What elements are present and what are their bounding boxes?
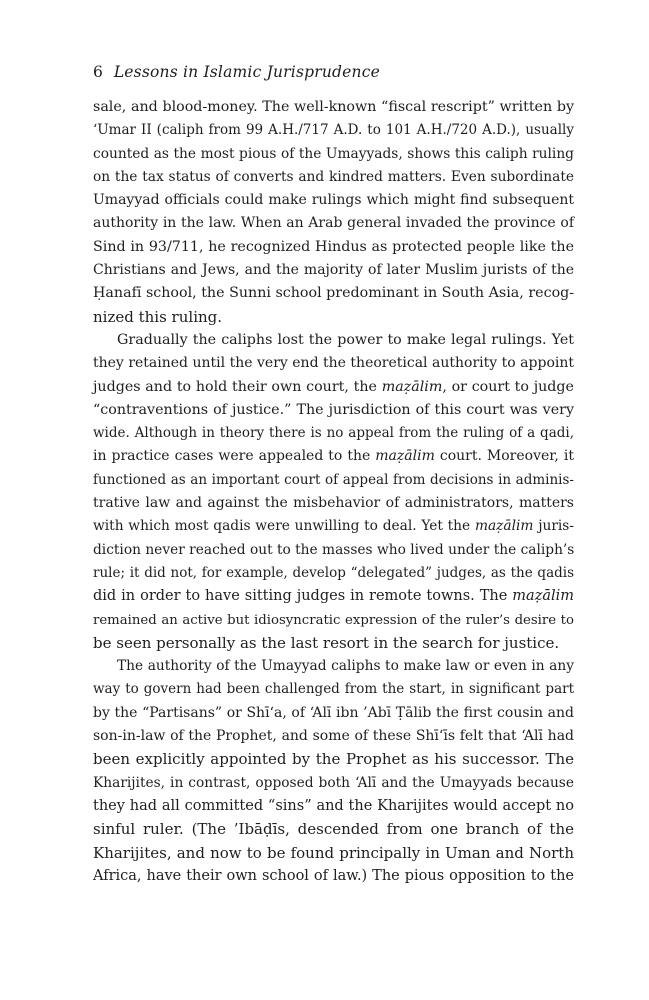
text-line: authority in the law. When an Arab general invaded the province of (93, 215, 574, 232)
text-line: way to govern had been challenged from the start, in significant part (93, 681, 574, 698)
text-line: judges and to hold their own court, the maẓālim, or court to judge (93, 378, 574, 395)
running-head (93, 62, 380, 82)
italic-term: maẓālim (474, 518, 534, 535)
book-title: Lessons in Islamic Jurisprudence (113, 63, 380, 81)
text-line: diction never reached out to the masses who lived under the caliph’s (93, 541, 575, 558)
text-line: Kharijites, in contrast, opposed both ‘Alī and the Umayyads because (93, 774, 574, 791)
text-line: ‘Umar II (caliph from 99 A.H./717 A.D. to 101 A.H./720 A.D.), usually (93, 122, 574, 139)
text-line: they had all committed “sins” and the Kharijites would accept no (93, 797, 574, 814)
italic-term: maẓālim (375, 448, 435, 465)
text-line: in practice cases were appealed to the maẓālim court. Moreover, it (93, 448, 574, 465)
text-line: Kharijites, and now to be found principally in Uman and North (93, 843, 574, 862)
text-line: son-in-law of the Prophet, and some of these Shī‘īs felt that ‘Alī had (93, 728, 574, 745)
text-line: functioned as an important court of appeal from decisions in adminis- (93, 471, 574, 488)
text-line: be seen personally as the last resort in the search for justice. (93, 633, 560, 652)
text-line: on the tax status of converts and kindred matters. Even subordinate (93, 168, 574, 185)
italic-term: maẓālim (512, 588, 574, 605)
text-line: with which most qadis were unwilling to deal. Yet the maẓālim juris- (93, 518, 574, 535)
text-line: “contraventions of justice.” The jurisdiction of this court was very (93, 401, 574, 418)
text-line: sinful ruler. (The ’Ibāḍīs, descended from one branch of the (93, 820, 574, 839)
text-line: sale, and blood-money. The well-known “fiscal rescript” written by (93, 99, 574, 115)
text-line: Sind in 93/711, he recognized Hindus as protected people like the (93, 238, 574, 255)
page-number: 6 (93, 63, 103, 81)
text-line: Christians and Jews, and the majority of later Muslim jurists of the (93, 262, 574, 279)
text-line: The authority of the Umayyad caliphs to make law or even in any (117, 658, 574, 675)
text-line: did in order to have sitting judges in remote towns. The maẓālim (93, 588, 574, 605)
text-line: been explicitly appointed by the Prophet as his successor. The (93, 750, 574, 769)
text-line: remained an active but idiosyncratic expression of the ruler’s desire to (93, 612, 574, 628)
text-line: rule; it did not, for example, develop “delegated” judges, as the qadis (93, 564, 574, 581)
body-text (93, 96, 574, 888)
text-line: trative law and against the misbehavior of administrators, matters (93, 495, 574, 512)
text-line: Umayyad officials could make rulings which might find subsequent (93, 192, 574, 209)
italic-term: maẓālim (381, 378, 443, 395)
text-line: Ḥanafī school, the Sunni school predominant in South Asia, recog- (93, 285, 575, 302)
text-line: by the “Partisans” or Shī‘a, of ‘Alī ibn ’Abī Ṭālib the first cousin and (93, 704, 574, 721)
text-line: Africa, have their own school of law.) The pious opposition to the (93, 867, 574, 884)
text-line: nized this ruling. (93, 307, 223, 326)
text-line: wide. Although in theory there is no appeal from the ruling of a qadi, (93, 425, 574, 442)
text-line: they retained until the very end the theoretical authority to appoint (93, 355, 574, 372)
text-line: counted as the most pious of the Umayyads, shows this caliph ruling (93, 145, 574, 162)
text-line: Gradually the caliphs lost the power to make legal rulings. Yet (117, 331, 574, 348)
